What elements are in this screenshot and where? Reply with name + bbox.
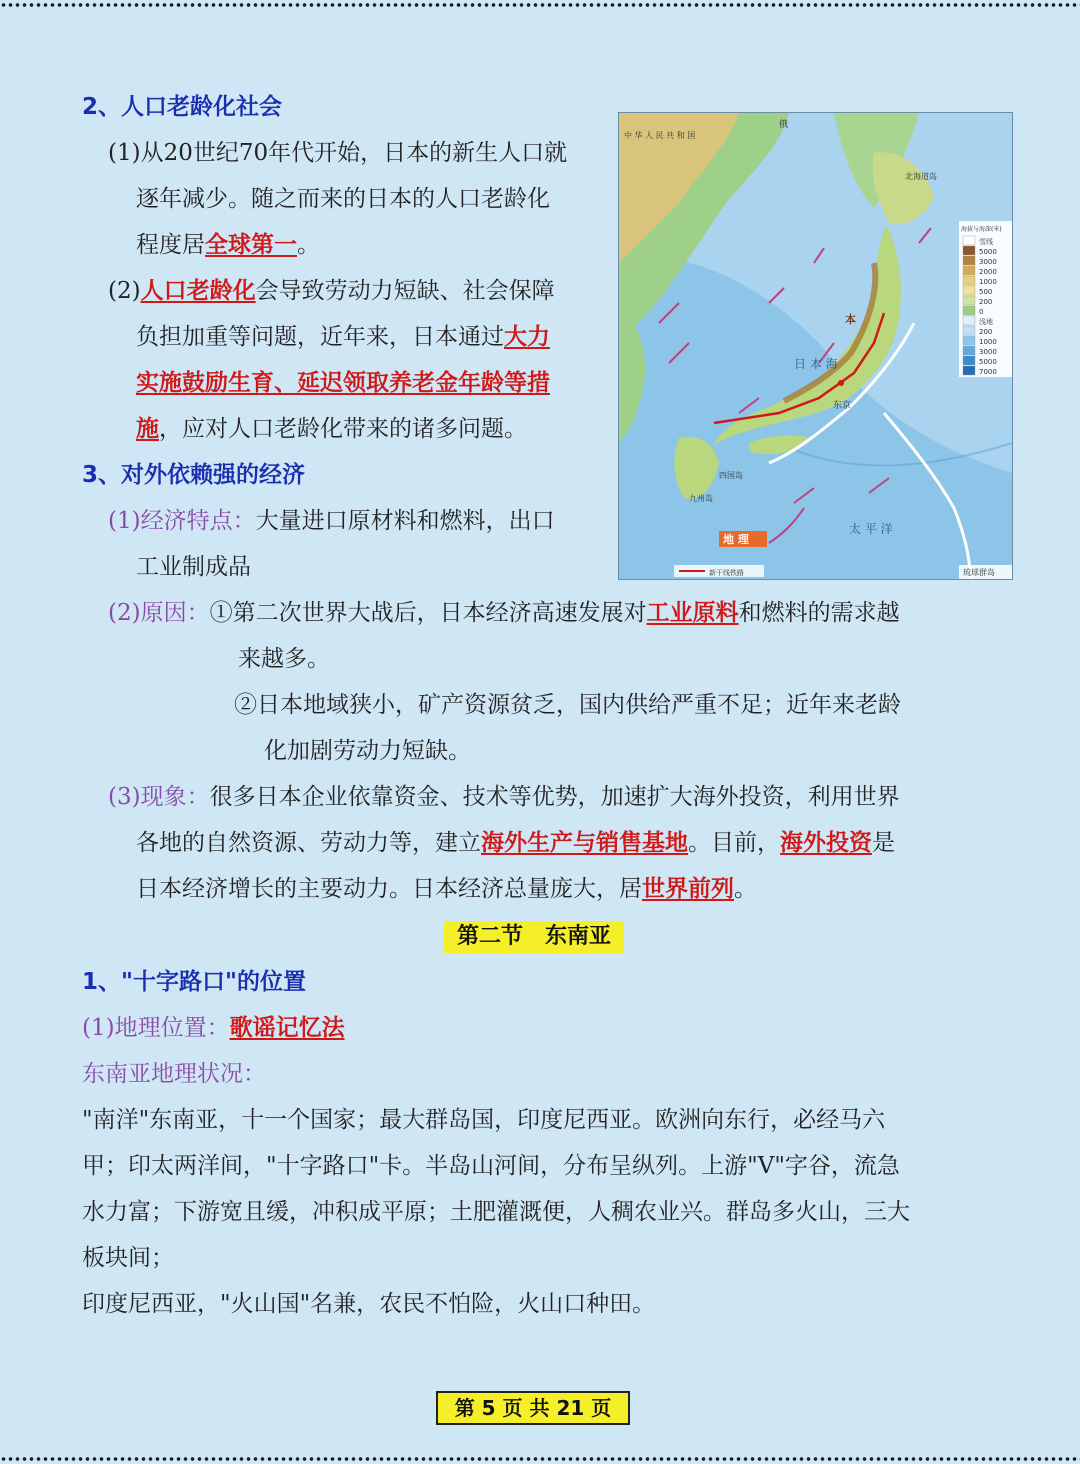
economy-reason2-line1: ②日本地域狭小，矿产资源贫乏，国内供给严重不足；近年来老龄 [234, 692, 901, 718]
text: ，应对人口老龄化带来的诸多问题。 [159, 416, 527, 442]
legend-label: 雪线 [979, 238, 993, 246]
feature-label: (1)经济特点： [108, 508, 256, 534]
text: 。目前， [688, 830, 780, 856]
verse-line3: 水力富；下游宽且缓，冲积成平原；土肥灌溉便，人稠农业兴。群岛多火山，三大 [82, 1199, 910, 1225]
economy-feature-line1 [108, 506, 555, 536]
text: 。 [734, 876, 757, 902]
aging-p1-line2: 逐年减少。随之而来的日本的人口老龄化 [136, 186, 550, 212]
keyword-overseas-bases: 海外生产与销售基地 [481, 829, 688, 856]
legend-label: 5000 [979, 358, 997, 366]
legend-label: 200 [979, 298, 993, 306]
verse-line2: 甲；印太两洋间，"十字路口"卡。半岛山河间，分布呈纵列。上游"V"字谷，流急 [82, 1153, 900, 1179]
keyword-measures: 大力 [504, 323, 550, 350]
verse-line4: 板块间； [82, 1245, 174, 1271]
legend-label: 浅地 [979, 318, 993, 326]
status-label: 东南亚地理状况： [82, 1061, 266, 1087]
economy-reason-line1 [108, 598, 900, 628]
text: 很多日本企业依靠资金、技术等优势，加速扩大海外投资，利用世界 [209, 784, 900, 810]
aging-p2-line2 [136, 322, 550, 352]
map-label-hokkaido: 北海道岛 [905, 172, 937, 181]
legend-label: 3000 [979, 348, 997, 356]
legend-swatch [963, 246, 975, 255]
verse-line1: "南洋"东南亚，十一个国家；最大群岛国，印度尼西亚。欧洲向东行，必经马六 [82, 1107, 886, 1133]
legend-swatch [963, 296, 975, 305]
legend-label: 200 [979, 328, 993, 336]
economy-reason-line2: 来越多。 [238, 646, 330, 672]
keyword-global-first: 全球第一 [205, 231, 297, 258]
text: 日本经济增长的主要动力。日本经济总量庞大，居 [136, 876, 642, 902]
economy-reason2-line2: 化加剧劳动力短缺。 [264, 738, 471, 764]
crossroads-heading: 1、"十字路口"的位置 [82, 969, 306, 995]
legend-swatch [963, 266, 975, 275]
map-label-japan-sea: 日 本 海 [794, 357, 838, 371]
economy-phenomenon-line3 [136, 874, 757, 904]
keyword-mnemonic: 歌谣记忆法 [229, 1014, 345, 1041]
legend-swatch [963, 316, 975, 325]
text: 是 [872, 830, 895, 856]
map-label-russia: 俄 [779, 120, 789, 130]
keyword-industrial-materials: 工业原料 [646, 599, 739, 626]
page-indicator: 第 5 页 共 21 页 [436, 1391, 630, 1425]
legend-swatch [963, 236, 975, 245]
aging-p1-line1: (1)从20世纪70年代开始，日本的新生人口就 [108, 140, 568, 166]
legend-label: 5000 [979, 248, 997, 256]
legend-label: 3000 [979, 258, 997, 266]
map-label-china: 中 华 人 民 共 和 国 [624, 131, 696, 140]
legend-label: 7000 [979, 368, 997, 376]
text: 负担加重等问题，近年来，日本通过 [136, 324, 504, 350]
text: 和燃料的需求越 [738, 600, 900, 626]
aging-p2-line1 [108, 276, 555, 306]
legend-label: 2000 [979, 268, 997, 276]
legend-label: 1000 [979, 278, 997, 286]
map-stamp-text: 地 理 [723, 533, 749, 546]
map-legend-title: 海拔与海深(米) [961, 226, 1002, 233]
text: 会导致劳动力短缺、社会保障 [255, 278, 555, 304]
text: 程度居 [136, 232, 205, 258]
map-label-honshu: 本 [845, 313, 856, 326]
economy-feature-line2: 工业制成品 [136, 554, 251, 580]
keyword-measures: 实施鼓励生育、延迟领取养老金年龄等措 [136, 369, 550, 396]
text: 。 [297, 232, 320, 258]
map-label-shikoku: 四国岛 [719, 471, 743, 480]
legend-swatch [963, 366, 975, 375]
text: ①第二次世界大战后，日本经济高速发展对 [209, 600, 647, 626]
aging-p1-line3 [136, 230, 320, 260]
text: (2) [108, 278, 141, 304]
economy-phenomenon-line2 [136, 828, 895, 858]
keyword-measures: 施 [136, 415, 159, 442]
keyword-world-top: 世界前列 [642, 875, 734, 902]
japan-map [618, 112, 1013, 580]
legend-label: 0 [979, 308, 984, 316]
legend-swatch [963, 286, 975, 295]
economy-phenomenon-line1 [108, 782, 900, 812]
map-label-ryukyu: 琉球群岛 [963, 568, 995, 577]
section-title: 第二节 东南亚 [444, 921, 624, 953]
legend-swatch [963, 356, 975, 365]
aging-p2-line4 [136, 414, 527, 444]
map-label-pacific: 太 平 洋 [849, 522, 893, 536]
location-label: (1)地理位置： [82, 1015, 230, 1041]
aging-p2-line3 [136, 368, 550, 398]
legend-swatch [963, 346, 975, 355]
text: 大量进口原材料和燃料，出口 [255, 508, 555, 534]
legend-label: 500 [979, 288, 993, 296]
map-rail-legend: 新干线铁路 [709, 569, 744, 577]
phenomenon-label: (3)现象： [108, 784, 210, 810]
keyword-aging: 人口老龄化 [140, 277, 256, 304]
aging-heading: 2、人口老龄化社会 [82, 94, 283, 120]
legend-swatch [963, 276, 975, 285]
legend-swatch [963, 326, 975, 335]
legend-swatch [963, 306, 975, 315]
legend-swatch [963, 336, 975, 345]
location-line [82, 1013, 345, 1043]
reason-label: (2)原因： [108, 600, 210, 626]
map-label-tokyo: 东京 [833, 401, 852, 411]
bottom-dotted-border [0, 1454, 1080, 1464]
top-dotted-border [0, 0, 1080, 10]
map-label-kyushu: 九州岛 [689, 494, 713, 503]
keyword-overseas-investment: 海外投资 [780, 829, 872, 856]
verse-line5: 印度尼西亚，"火山国"名兼，农民不怕险，火山口种田。 [82, 1291, 656, 1317]
economy-heading: 3、对外依赖强的经济 [82, 462, 306, 488]
legend-swatch [963, 256, 975, 265]
legend-label: 1000 [979, 338, 997, 346]
text: 各地的自然资源、劳动力等，建立 [136, 830, 481, 856]
